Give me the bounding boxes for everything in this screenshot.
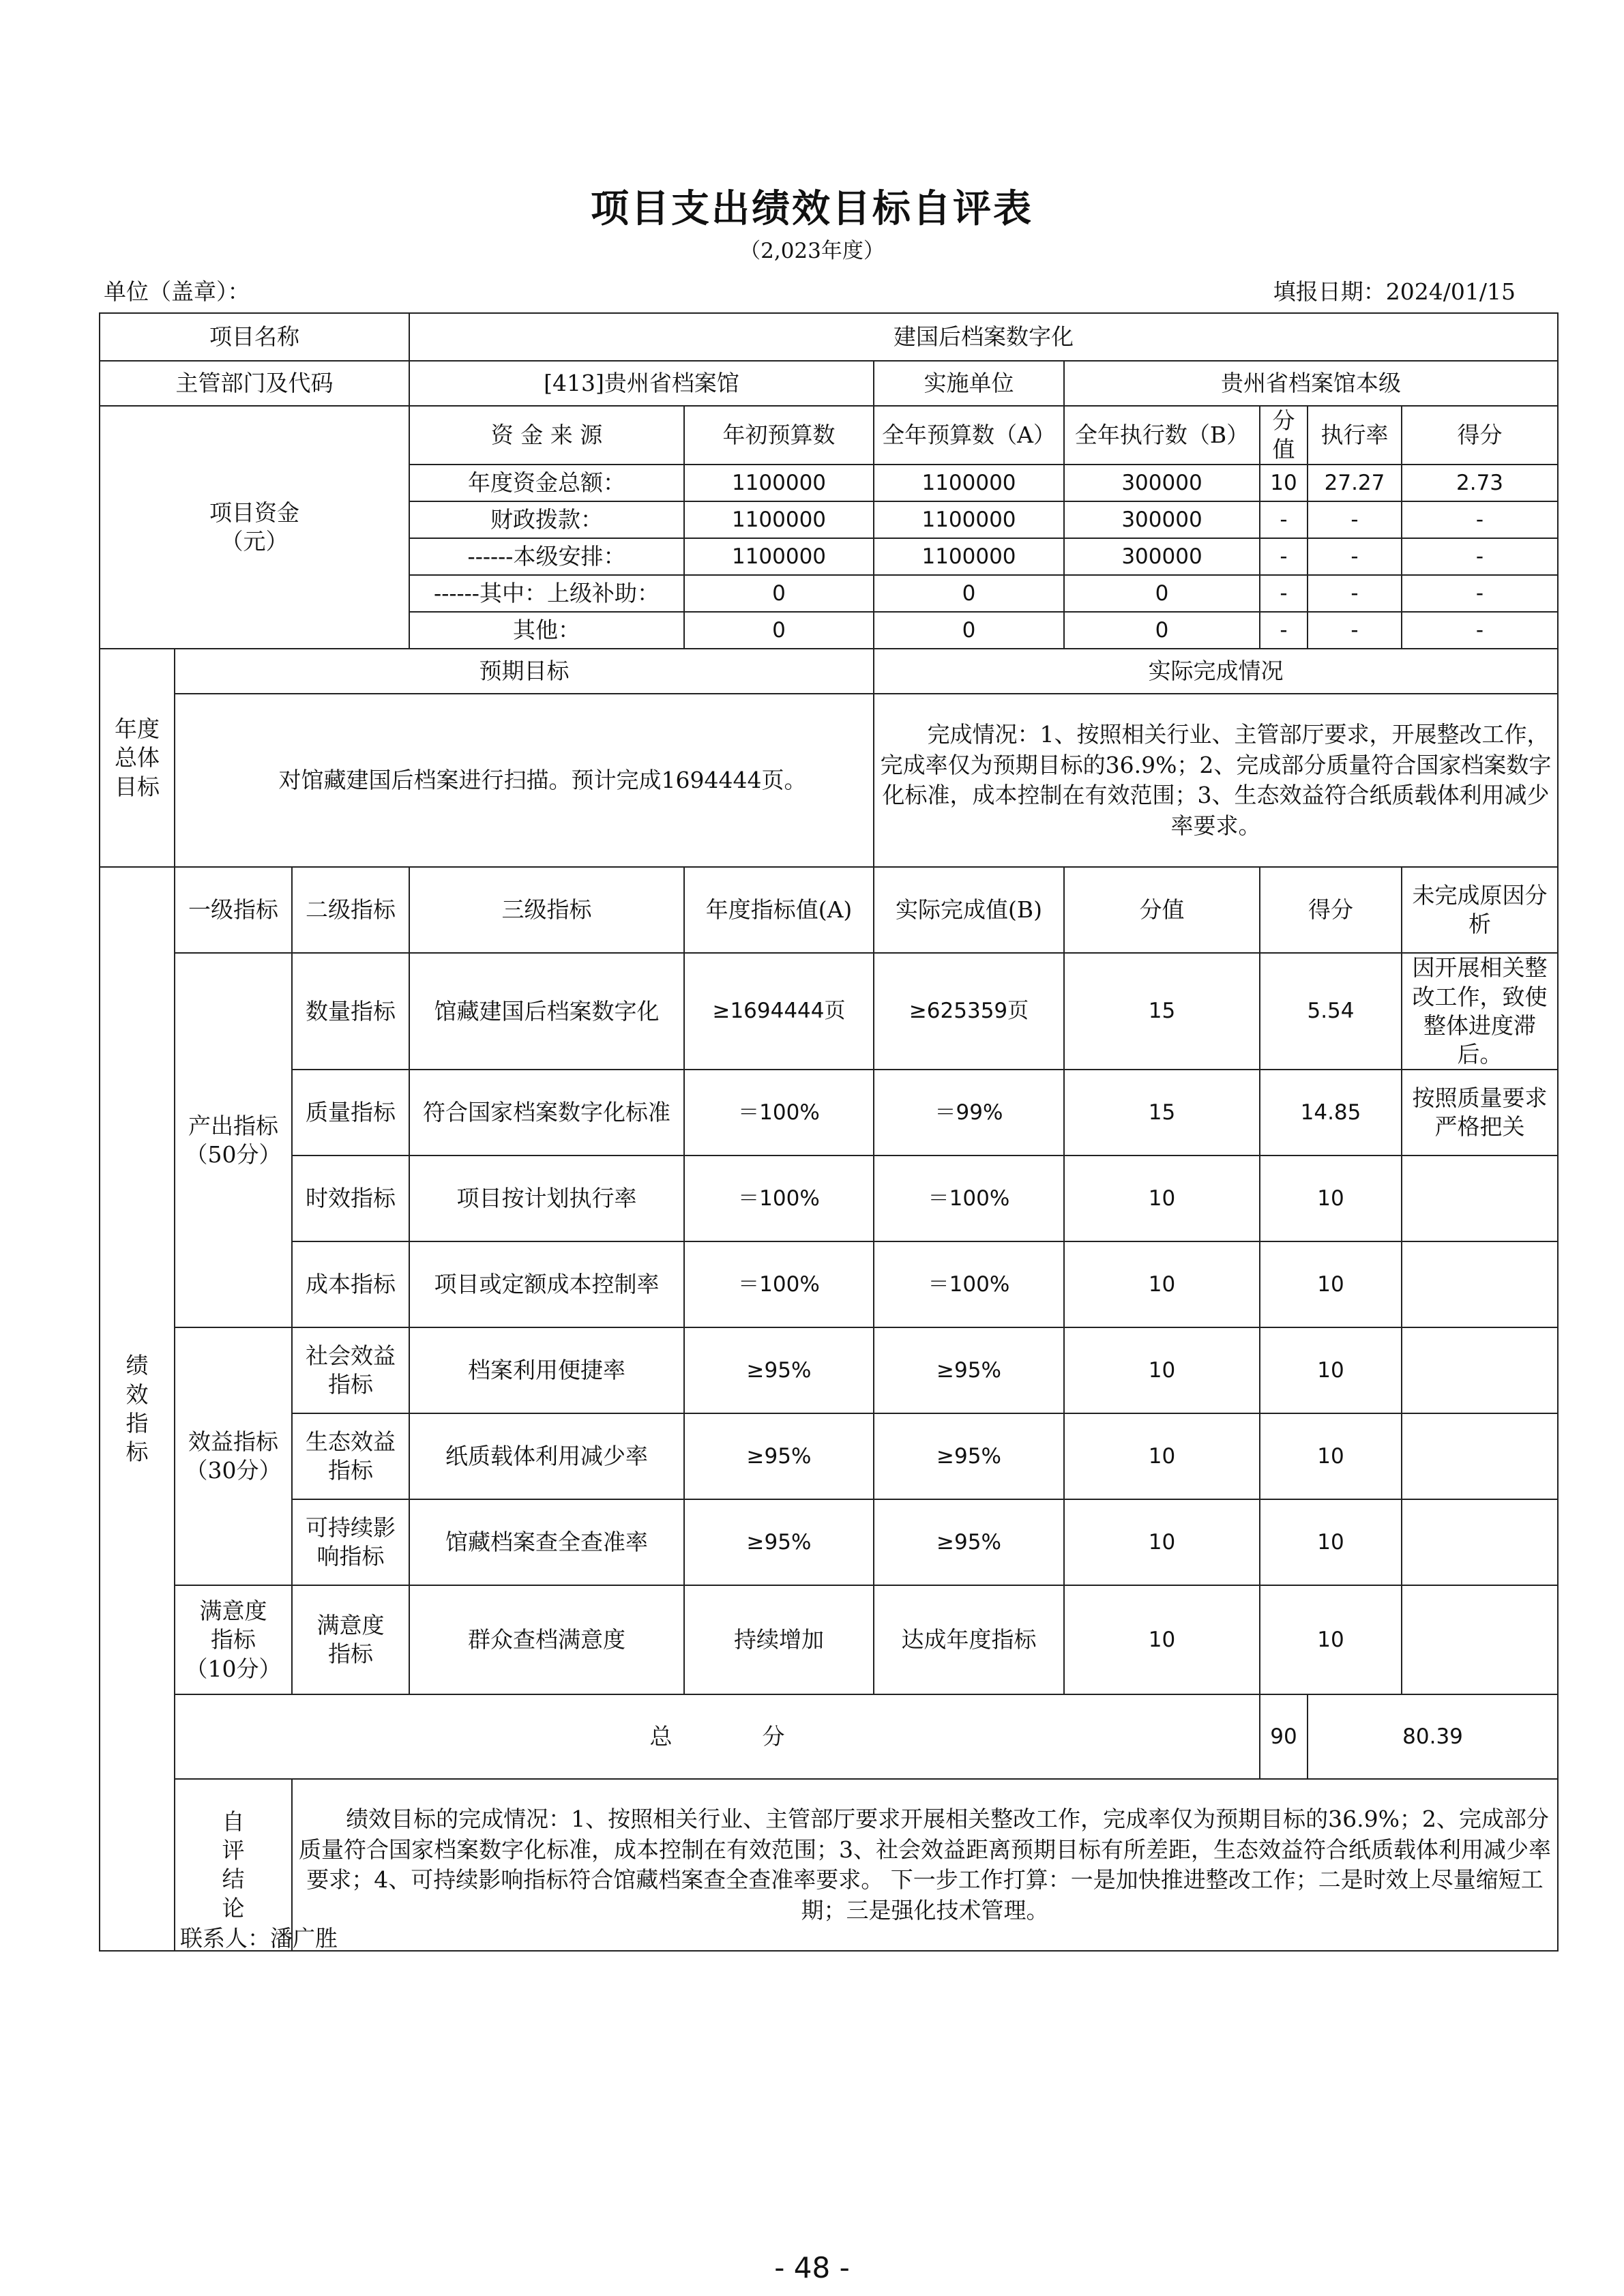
score: 14.85 <box>1260 1070 1402 1156</box>
department-label: 主管部门及代码 <box>100 361 409 406</box>
level2-indicator: 满意度 指标 <box>292 1585 409 1694</box>
funds-initial: 1100000 <box>684 538 874 575</box>
funds-executed: 300000 <box>1064 538 1260 575</box>
total-label: 总 分 <box>175 1694 1260 1779</box>
funds-score: - <box>1402 612 1558 649</box>
funds-header-weight: 分值 <box>1260 406 1308 465</box>
header-score-value: 分值 <box>1064 867 1260 953</box>
target-value: ≥1694444页 <box>684 953 874 1070</box>
funds-header-source: 资 金 来 源 <box>409 406 684 465</box>
expected-goal-header: 预期目标 <box>175 649 874 694</box>
actual-value: ＝100% <box>874 1241 1064 1327</box>
indicator-row <box>100 953 1558 1070</box>
self-evaluation-table <box>99 312 1559 1952</box>
funds-annual: 0 <box>874 612 1064 649</box>
level3-indicator: 纸质载体利用减少率 <box>409 1413 684 1499</box>
header-reason: 未完成原因分析 <box>1402 867 1558 953</box>
target-value: ≥95% <box>684 1499 874 1585</box>
level2-indicator: 质量指标 <box>292 1070 409 1156</box>
score-value: 10 <box>1064 1327 1260 1413</box>
funds-executed: 0 <box>1064 575 1260 612</box>
funds-annual: 0 <box>874 575 1064 612</box>
actual-value: ≥95% <box>874 1327 1064 1413</box>
fiscal-year-subtitle: （2,023年度） <box>739 239 885 263</box>
funds-weight: - <box>1260 538 1308 575</box>
funds-rate: - <box>1308 538 1402 575</box>
indicator-row <box>100 1156 1558 1241</box>
header-level1: 一级指标 <box>175 867 292 953</box>
score: 5.54 <box>1260 953 1402 1070</box>
score-value: 15 <box>1064 953 1260 1070</box>
level2-indicator: 时效指标 <box>292 1156 409 1241</box>
actual-value: ≥625359页 <box>874 953 1064 1070</box>
reason-analysis: 因开展相关整改工作，致使整体进度滞后。 <box>1402 953 1558 1070</box>
project-name-value: 建国后档案数字化 <box>409 313 1558 361</box>
satisfaction-indicator-group: 满意度 指标 （10分） <box>175 1585 292 1694</box>
funds-executed: 300000 <box>1064 501 1260 538</box>
funds-executed: 300000 <box>1064 465 1260 501</box>
funds-score: - <box>1402 575 1558 612</box>
level2-indicator: 生态效益 指标 <box>292 1413 409 1499</box>
funds-header-rate: 执行率 <box>1308 406 1402 465</box>
expected-goal-text: 对馆藏建国后档案进行扫描。预计完成1694444页。 <box>175 694 874 867</box>
level2-indicator: 数量指标 <box>292 953 409 1070</box>
target-value: ＝100% <box>684 1241 874 1327</box>
funds-header-annual: 全年预算数（A） <box>874 406 1064 465</box>
score: 10 <box>1260 1327 1402 1413</box>
reason-analysis <box>1402 1327 1558 1413</box>
funds-rate: 27.27 <box>1308 465 1402 501</box>
funds-weight: - <box>1260 575 1308 612</box>
score: 10 <box>1260 1585 1402 1694</box>
funds-header-executed: 全年执行数（B） <box>1064 406 1260 465</box>
actual-value: ≥95% <box>874 1413 1064 1499</box>
report-date: 填报日期：2024/01/15 <box>1273 278 1516 305</box>
target-value: ＝100% <box>684 1156 874 1241</box>
level2-indicator: 成本指标 <box>292 1241 409 1327</box>
funds-header-row <box>100 406 1558 465</box>
actual-value: ＝100% <box>874 1156 1064 1241</box>
funds-source: ------本级安排： <box>409 538 684 575</box>
header-target: 年度指标值(A) <box>684 867 874 953</box>
reason-analysis <box>1402 1413 1558 1499</box>
score-value: 10 <box>1064 1156 1260 1241</box>
funds-initial: 1100000 <box>684 501 874 538</box>
performance-header-row <box>100 867 1558 953</box>
funds-executed: 0 <box>1064 612 1260 649</box>
level3-indicator: 馆藏建国后档案数字化 <box>409 953 684 1070</box>
score: 10 <box>1260 1413 1402 1499</box>
project-name-label: 项目名称 <box>100 313 409 361</box>
reason-analysis <box>1402 1156 1558 1241</box>
header-level2: 二级指标 <box>292 867 409 953</box>
funds-weight: - <box>1260 501 1308 538</box>
funds-initial: 1100000 <box>684 465 874 501</box>
level3-indicator: 符合国家档案数字化标准 <box>409 1070 684 1156</box>
reason-analysis: 按照质量要求严格把关 <box>1402 1070 1558 1156</box>
funds-initial: 0 <box>684 612 874 649</box>
funds-annual: 1100000 <box>874 538 1064 575</box>
total-score: 80.39 <box>1308 1694 1558 1779</box>
level3-indicator: 馆藏档案查全查准率 <box>409 1499 684 1585</box>
level3-indicator: 群众查档满意度 <box>409 1585 684 1694</box>
project-name-row <box>100 313 1558 361</box>
contact-person: 联系人：潘广胜 <box>180 1925 338 1952</box>
output-indicator-group: 产出指标 （50分） <box>175 953 292 1327</box>
indicator-row <box>100 1070 1558 1156</box>
actual-value: ＝99% <box>874 1070 1064 1156</box>
unit-label: 单位（盖章）： <box>104 278 250 305</box>
funds-weight: 10 <box>1260 465 1308 501</box>
funds-source: 其他： <box>409 612 684 649</box>
conclusion-label: 自 评 结 论 <box>175 1779 292 1951</box>
funds-header-score: 得分 <box>1402 406 1558 465</box>
implementing-unit-value: 贵州省档案馆本级 <box>1064 361 1558 406</box>
funds-header-initial: 年初预算数 <box>684 406 874 465</box>
page-number: - 48 - <box>774 2251 850 2284</box>
indicator-row <box>100 1499 1558 1585</box>
benefit-indicator-group: 效益指标 （30分） <box>175 1327 292 1585</box>
level3-indicator: 项目按计划执行率 <box>409 1156 684 1241</box>
score-value: 15 <box>1064 1070 1260 1156</box>
funds-annual: 1100000 <box>874 501 1064 538</box>
department-value: [413]贵州省档案馆 <box>409 361 874 406</box>
level2-indicator: 可持续影 响指标 <box>292 1499 409 1585</box>
level3-indicator: 档案利用便捷率 <box>409 1327 684 1413</box>
level2-indicator: 社会效益 指标 <box>292 1327 409 1413</box>
page-title: 项目支出绩效目标自评表 <box>591 187 1033 231</box>
funds-rate: - <box>1308 575 1402 612</box>
funds-initial: 0 <box>684 575 874 612</box>
project-funds-label-line1: 项目资金 <box>209 499 299 526</box>
score: 10 <box>1260 1499 1402 1585</box>
score: 10 <box>1260 1156 1402 1241</box>
score-value: 10 <box>1064 1585 1260 1694</box>
header-level3: 三级指标 <box>409 867 684 953</box>
funds-source: 年度资金总额： <box>409 465 684 501</box>
reason-analysis <box>1402 1241 1558 1327</box>
reason-analysis <box>1402 1585 1558 1694</box>
target-value: ≥95% <box>684 1327 874 1413</box>
funds-source: ------其中：上级补助： <box>409 575 684 612</box>
implementing-unit-label: 实施单位 <box>874 361 1064 406</box>
target-value: ≥95% <box>684 1413 874 1499</box>
funds-rate: - <box>1308 501 1402 538</box>
annual-goal-content-row <box>100 694 1558 867</box>
actual-value: 达成年度指标 <box>874 1585 1064 1694</box>
funds-score: 2.73 <box>1402 465 1558 501</box>
actual-value: ≥95% <box>874 1499 1064 1585</box>
score-value: 10 <box>1064 1413 1260 1499</box>
conclusion-text: 绩效目标的完成情况：1、按照相关行业、主管部厅要求开展相关整改工作，完成率仅为预期目标的36.9%；2、完成部分质量符合国家档案数字化标准，成本控制在有效范围；3、社会效益距离预期目标有所差距，生态效益符合纸质载体利用减少率要求；4、可持续影响指标符合馆藏档案查全查准率要求。 下一步工作打算：一是加快推进整改工作；二是时效上尽量缩短工期；三是强化技术管理。 <box>292 1779 1558 1951</box>
total-score-value: 90 <box>1260 1694 1308 1779</box>
funds-source: 财政拨款： <box>409 501 684 538</box>
score-value: 10 <box>1064 1241 1260 1327</box>
department-row <box>100 361 1558 406</box>
funds-score: - <box>1402 501 1558 538</box>
funds-annual: 1100000 <box>874 465 1064 501</box>
indicator-row <box>100 1327 1558 1413</box>
actual-completion-header: 实际完成情况 <box>874 649 1558 694</box>
reason-analysis <box>1402 1499 1558 1585</box>
actual-completion-text: 完成情况：1、按照相关行业、主管部厅要求，开展整改工作，完成率仅为预期目标的36.9%；2、完成部分质量符合国家档案数字化标准，成本控制在有效范围；3、生态效益符合纸质载体利用减少率要求。 <box>874 694 1558 867</box>
score-value: 10 <box>1064 1499 1260 1585</box>
header-actual: 实际完成值(B) <box>874 867 1064 953</box>
annual-goal-label: 年度 总体 目标 <box>100 649 175 867</box>
target-value: 持续增加 <box>684 1585 874 1694</box>
target-value: ＝100% <box>684 1070 874 1156</box>
funds-score: - <box>1402 538 1558 575</box>
annual-goal-header-row <box>100 649 1558 694</box>
indicator-row <box>100 1413 1558 1499</box>
level3-indicator: 项目或定额成本控制率 <box>409 1241 684 1327</box>
funds-rate: - <box>1308 612 1402 649</box>
total-row <box>100 1694 1558 1779</box>
score: 10 <box>1260 1241 1402 1327</box>
indicator-row <box>100 1241 1558 1327</box>
header-score: 得分 <box>1260 867 1402 953</box>
project-funds-label-line2: （元） <box>220 528 289 555</box>
project-funds-label <box>100 406 409 649</box>
performance-label: 绩 效 指 标 <box>100 867 175 1951</box>
funds-weight: - <box>1260 612 1308 649</box>
indicator-row <box>100 1585 1558 1694</box>
